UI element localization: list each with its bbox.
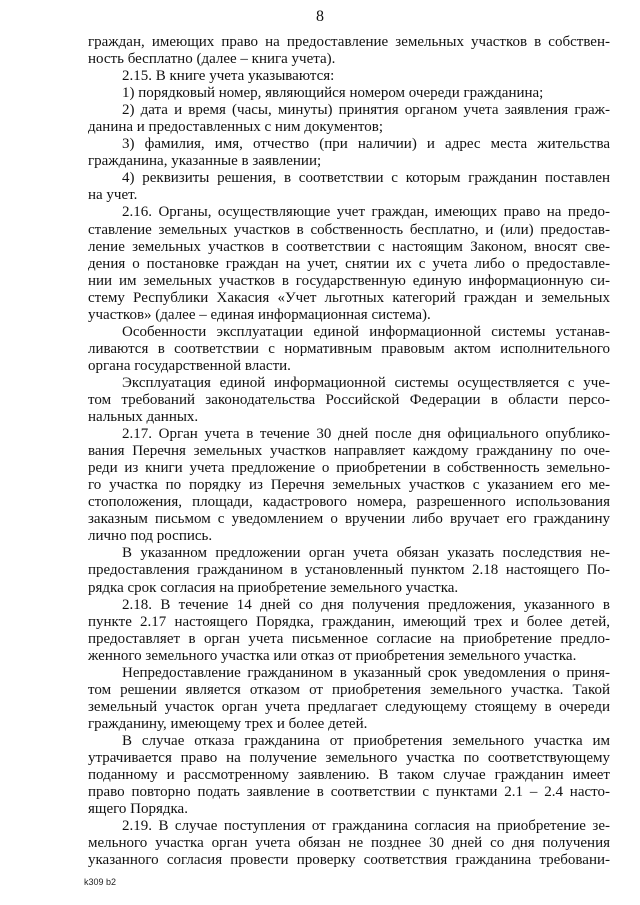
paragraph: [88, 324, 610, 375]
text-line: 2.17. Орган учета в течение 30 дней после дня официального опублико-: [122, 426, 610, 443]
document-body: [88, 34, 610, 869]
text-line: заказным письмом с уведомлением о вручении либо вручает его гражданину: [88, 511, 610, 528]
text-line: реди из книги учета предложение о приобретении в собственность земельно-: [88, 460, 610, 477]
text-line: Эксплуатация единой информационной системы осуществляется с уче-: [122, 374, 610, 391]
text-line: органа государственной власти.: [88, 357, 291, 374]
paragraph: [88, 597, 610, 665]
text-line: стему Республики Хакасия «Учет льготных категорий граждан и земельных: [88, 289, 610, 306]
paragraph: [88, 68, 610, 85]
text-line: 2) дата и время (часы, минуты) принятия органом учета заявления граж-: [122, 102, 610, 119]
text-line: право повторно подать заявление в соответствии с пунктами 2.1 – 2.4 насто-: [88, 784, 610, 801]
text-line: го участка по порядку из Перечня земельных участков с указанием его ме-: [88, 477, 610, 494]
text-line: поданному и рассмотренному заявлению. В таком случае гражданин имеет: [88, 767, 610, 784]
paragraph: [88, 375, 610, 426]
text-line: В случае отказа гражданина от приобретения земельного участка им: [122, 732, 610, 749]
text-line: на учет.: [88, 187, 138, 204]
text-line: В указанном предложении орган учета обязан указать последствия не-: [122, 545, 610, 562]
text-line: дения о постановке граждан на учет, снятии их с учета либо о предоставле-: [88, 255, 610, 272]
paragraph: [88, 426, 610, 545]
text-line: 3) фамилия, имя, отчество (при наличии) и адрес места жительства: [122, 136, 610, 153]
text-line: предоставления гражданином в установленный пунктом 2.18 настоящего По-: [88, 562, 610, 579]
footer-code: k309 b2: [84, 877, 117, 887]
paragraph: [88, 204, 610, 323]
paragraph: [88, 818, 610, 869]
text-line: 2.16. Органы, осуществляющие учет граждан, имеющих право на предо-: [122, 204, 610, 221]
text-line: ящего Порядка.: [88, 801, 188, 818]
text-line: Непредоставление гражданином в указанный срок уведомления о приня-: [122, 664, 610, 681]
text-line: том требований законодательства Российской Федерации в области персо-: [88, 391, 610, 408]
text-line: 2.15. В книге учета указываются:: [122, 68, 335, 85]
text-line: утрачивается право на получение земельного участка по соответствующему: [88, 749, 610, 766]
text-line: земельный участок орган учета предлагает следующему стоящему в очереди: [88, 698, 610, 715]
text-line: предоставляет в орган учета письменное согласие на приобретение предло-: [88, 630, 610, 647]
text-line: 4) реквизиты решения, в соответствии с которым гражданин поставлен: [122, 170, 610, 187]
paragraph: [88, 733, 610, 818]
paragraph: [88, 665, 610, 733]
page-number: 8: [316, 8, 324, 25]
paragraph: [88, 170, 610, 204]
paragraph: [88, 102, 610, 136]
text-line: граждан, имеющих право на предоставление земельных участков в собствен-: [88, 34, 610, 50]
text-line: 1) порядковый номер, являющийся номером очереди гражданина;: [122, 85, 544, 102]
paragraph: [88, 85, 610, 102]
text-line: участков» (далее – единая информационная система).: [88, 306, 431, 323]
text-line: лично под роспись.: [88, 528, 213, 545]
text-line: женного земельного участка или отказ от приобретения земельного участка.: [88, 647, 577, 664]
text-line: рядка срок согласия на приобретение земельного участка.: [88, 579, 459, 596]
text-line: указанного согласия провести проверку соответствия гражданина требовани-: [88, 852, 610, 869]
text-line: 2.18. В течение 14 дней со дня получения предложения, указанного в: [122, 596, 610, 613]
text-line: ставление земельных участков в собственность бесплатно, и (или) предостав-: [88, 221, 610, 238]
text-line: гражданину, имеющему трех и более детей.: [88, 715, 368, 732]
paragraph: [88, 34, 610, 68]
text-line: ность бесплатно (далее – книга учета).: [88, 51, 336, 68]
text-line: пункте 2.17 настоящего Порядка, гражданин, имеющий трех и более детей,: [88, 613, 610, 630]
text-line: Особенности эксплуатации единой информационной системы устанав-: [122, 323, 610, 340]
text-line: том решении является отказом от приобретения земельного участка. Такой: [88, 681, 610, 698]
text-line: гражданина, указанные в заявлении;: [88, 153, 322, 170]
text-line: ление земельных участков в соответствии с настоящим Законом, вносят све-: [88, 238, 610, 255]
text-line: вания Перечня земельных участков направляет каждому гражданину по оче-: [88, 443, 610, 460]
text-line: нальных данных.: [88, 409, 199, 426]
text-line: стоположения, площади, кадастрового номера, разрешенного использования: [88, 494, 610, 511]
text-line: нии им земельных участков в государственную единую информационную си-: [88, 272, 610, 289]
text-line: данина и предоставленных с ним документов;: [88, 119, 384, 136]
text-line: мельного участка орган учета обязан не позднее 30 дней со дня получения: [88, 835, 610, 852]
text-line: ливаются в соответствии с нормативным правовым актом исполнительного: [88, 340, 610, 357]
paragraph: [88, 545, 610, 596]
paragraph: [88, 136, 610, 170]
text-line: 2.19. В случае поступления от гражданина согласия на приобретение зе-: [122, 818, 610, 835]
